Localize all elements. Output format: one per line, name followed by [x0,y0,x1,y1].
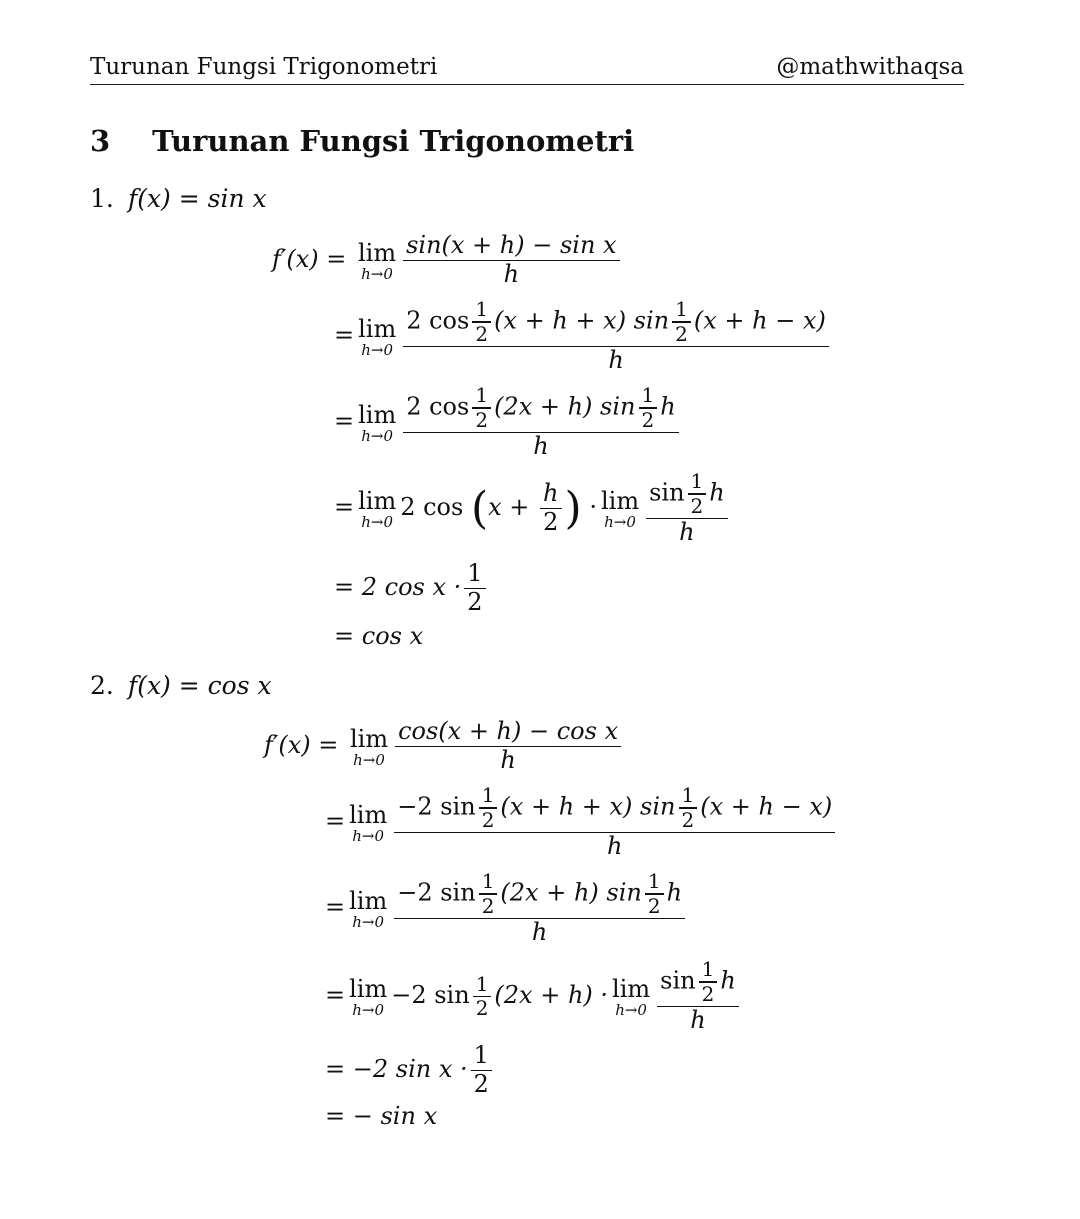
limit: lim h→0 [612,974,651,1019]
derivation-2-step-2: = lim h→0 −2 sin $\frac{1}{2}$ (x + h + x) sin $\frac{1}{2}$ (x + h − x) h [325,784,838,861]
derivation-1-step-1 [272,232,623,289]
derivation-2-step-1 [264,718,624,775]
limit: lim h→0 [349,800,388,845]
limit: lim h→0 [349,886,388,931]
list-item [90,184,267,213]
derivation-1-step-2: = lim h→0 2 cos $\frac{1}{2}$ (x + h + x) sin $\frac{1}{2}$ (x + h − x) h [334,298,832,375]
limit: lim h→0 [357,238,397,283]
page-header [90,52,964,85]
derivative-lhs: f′(x) = [264,730,346,759]
limit: lim h→0 [600,486,640,531]
fraction: $\frac{1}{2}$ [473,973,492,1021]
list-item [90,671,272,700]
limit: lim h→0 [349,724,389,769]
item-statement: f(x) = sin x [127,184,267,213]
fraction: sin $\frac{1}{2}$ h h [646,470,728,547]
fraction: $\frac{h}{2}$ [540,480,561,537]
derivation-2-step-5: = −2 sin x · $\frac{1}{2}$ [325,1042,495,1099]
section-heading [90,124,634,158]
fraction: $\frac{1}{2}$ [471,1042,492,1099]
limit: lim h→0 [358,486,397,531]
derivation-1-step-3: = lim h→0 2 cos $\frac{1}{2}$ (2x + h) sin $\frac{1}{2}$ h h [334,384,682,461]
header-title: Turunan Fungsi Trigonometri [90,54,438,80]
fraction: −2 sin $\frac{1}{2}$ (2x + h) sin $\frac{1}{2}$ h h [394,870,685,947]
fraction: −2 sin $\frac{1}{2}$ (x + h + x) sin $\frac{1}{2}$ (x + h − x) h [394,784,835,861]
fraction: $\frac{\text{cos(x + h) − cos x}}{h}$ [395,718,621,775]
derivation-2-step-3: = lim h→0 −2 sin $\frac{1}{2}$ (2x + h) sin $\frac{1}{2}$ h h [325,870,688,947]
section-title: Turunan Fungsi Trigonometri [152,124,635,158]
limit: lim h→0 [358,314,397,359]
fraction: $\frac{\text{sin(x + h) − sin x}}{h}$ [403,232,620,289]
derivation-1-step-5: = 2 cos x · $\frac{1}{2}$ [334,560,489,617]
limit: lim h→0 [349,974,388,1019]
fraction: $\frac{1}{2}$ [464,560,485,617]
derivation-1-result: = cos x [334,622,424,650]
derivation-2-step-4: = lim h→0 −2 sin $\frac{1}{2}$ (2x + h) · lim h→0 sin $\frac{1}{2}$ h h [325,958,742,1035]
section-number: 3 [90,124,111,158]
item-number: 2. [90,671,114,700]
item-statement: f(x) = cos x [127,671,272,700]
derivative-lhs: f′(x) = [272,244,354,273]
fraction: sin $\frac{1}{2}$ h h [657,958,739,1035]
header-author: @mathwithaqsa [776,54,964,80]
fraction: 2 cos $\frac{1}{2}$ (x + h + x) sin $\frac{1}{2}$ (x + h − x) h [403,298,829,375]
derivation-2-result: = − sin x [325,1102,438,1130]
item-number: 1. [90,184,114,213]
derivation-1-step-4: = lim h→0 2 cos (x + $\frac{h}{2}$ ) · lim h→0 sin $\frac{1}{2}$ h h [334,470,731,547]
limit: lim h→0 [358,400,397,445]
fraction: 2 cos $\frac{1}{2}$ (2x + h) sin $\frac{1}{2}$ h h [403,384,678,461]
